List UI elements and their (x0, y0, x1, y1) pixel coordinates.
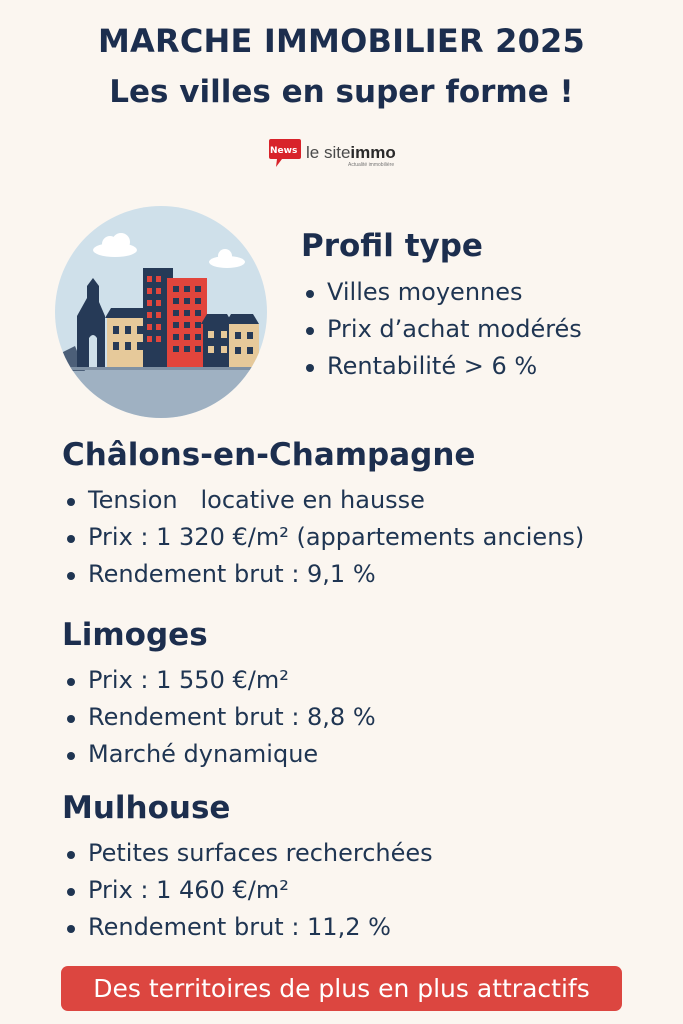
city-section-limoges (62, 617, 376, 773)
logo-name-part2: immo (350, 142, 396, 162)
list-item: Prix d’achat modérés (301, 311, 582, 348)
profile-section (301, 228, 582, 385)
city-section-mulhouse (62, 790, 433, 946)
main-title: MARCHE IMMOBILIER 2025 (97, 22, 585, 60)
profile-list (301, 274, 582, 385)
city-list (62, 482, 584, 593)
site-logo (268, 135, 396, 169)
list-item: Prix : 1 320 €/m² (appartements anciens) (62, 519, 584, 556)
news-badge-icon (268, 135, 302, 169)
conclusion-banner: Des territoires de plus en plus attractifs (61, 966, 622, 1011)
list-item: Rendement brut : 8,8 % (62, 699, 376, 736)
logo-wordmark (306, 144, 396, 161)
city-list (62, 835, 433, 946)
logo-name-part1: le site (306, 142, 351, 162)
list-item: Villes moyennes (301, 274, 582, 311)
city-title: Mulhouse (62, 790, 231, 826)
news-badge-label: News (270, 146, 298, 156)
list-item: Prix : 1 460 €/m² (62, 872, 433, 909)
list-item: Rendement brut : 11,2 % (62, 909, 433, 946)
city-title: Châlons-en-Champagne (62, 437, 476, 473)
profile-title: Profil type (301, 228, 483, 264)
list-item: Prix : 1 550 €/m² (62, 662, 376, 699)
list-item: Marché dynamique (62, 736, 376, 773)
list-item: Tension locative en hausse (62, 482, 584, 519)
city-list (62, 662, 376, 773)
subtitle: Les villes en super forme ! (109, 74, 574, 110)
list-item: Petites surfaces recherchées (62, 835, 433, 872)
list-item: Rentabilité > 6 % (301, 348, 582, 385)
list-item: Rendement brut : 9,1 % (62, 556, 584, 593)
city-section-chalons (62, 437, 584, 593)
city-buildings-icon (55, 206, 267, 418)
logo-tagline: Actualité immobilière (348, 162, 395, 168)
city-title: Limoges (62, 617, 208, 653)
